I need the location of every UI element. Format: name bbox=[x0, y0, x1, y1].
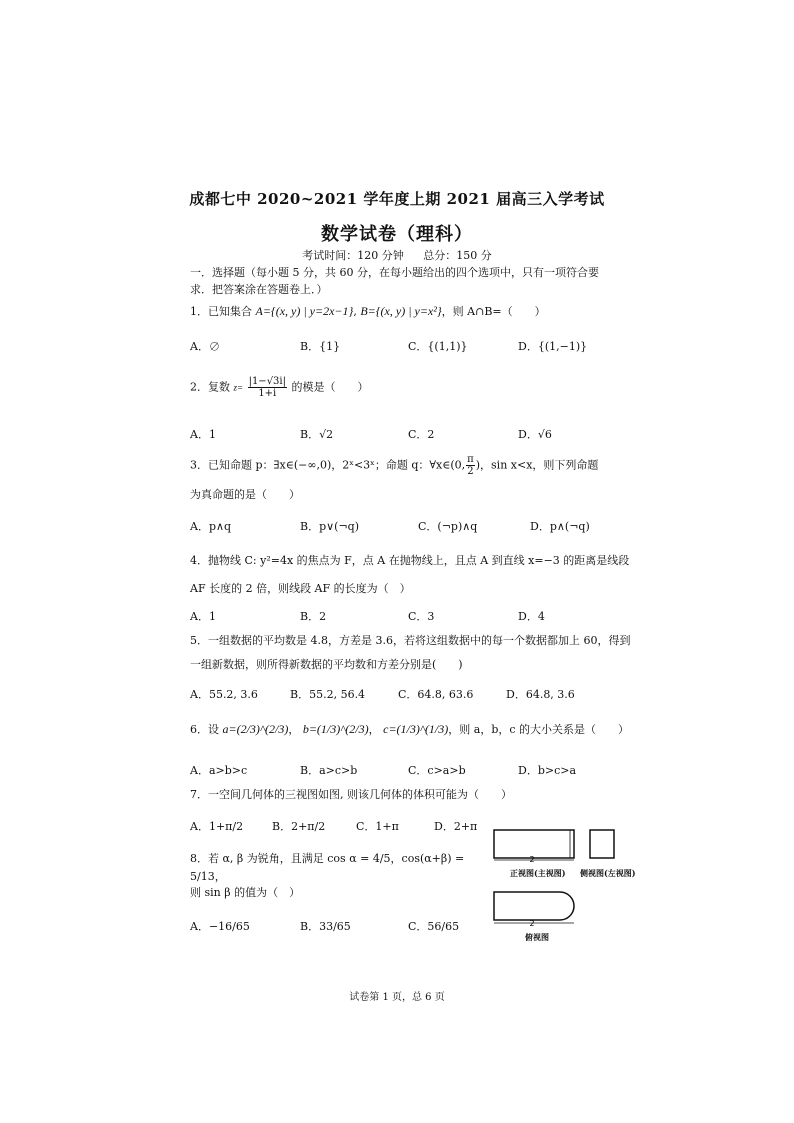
q3-option-d[interactable]: D．p∧(¬q) bbox=[530, 520, 590, 533]
q7-option-c[interactable]: C．1+π bbox=[356, 820, 399, 833]
q3-frac-num: π bbox=[467, 454, 474, 465]
side-view-shape bbox=[590, 830, 614, 858]
top-dim-label: 2 bbox=[529, 919, 535, 928]
q1-option-b[interactable]: B．{1} bbox=[300, 340, 341, 353]
q8-option-b[interactable]: B．33/65 bbox=[300, 920, 351, 933]
top-view-label: 俯视图 bbox=[525, 932, 549, 942]
q3-option-a[interactable]: A．p∧q bbox=[190, 520, 232, 533]
q7-option-a[interactable]: A．1+π/2 bbox=[190, 820, 244, 833]
q3-line1-b: )，sin x<x，则下列命题 bbox=[475, 458, 599, 472]
q8-stem-b: 则 sin β 的值为（ ） bbox=[190, 886, 301, 899]
q8-stem-a: 8．若 α, β 为锐角，且满足 cos α = 4/5，cos(α+β) = 5/13， bbox=[190, 852, 465, 883]
front-view-label: 正视图(主视图) bbox=[510, 868, 566, 878]
q1-stem-suffix: ，则 A∩B=（ ） bbox=[441, 305, 546, 318]
exam-title: 成都七中 2020~2021 学年度上期 2021 届高三入学考试 bbox=[189, 190, 605, 208]
q5-line1: 5．一组数据的平均数是 4.8，方差是 3.6，若将这组数据中的每一个数据都加上 60，得到 bbox=[190, 634, 631, 647]
q2-option-a[interactable]: A．1 bbox=[190, 428, 216, 441]
q1-set-a: A={(x, y) | y=2x−1} bbox=[255, 304, 354, 318]
exam-time: 考试时间：120 分钟 bbox=[302, 249, 404, 262]
q2-stem-suffix: 的模是（ ） bbox=[291, 380, 369, 394]
three-view-figure bbox=[490, 826, 630, 946]
q7-option-d[interactable]: D．2+π bbox=[434, 820, 478, 833]
q2-option-c[interactable]: C．2 bbox=[408, 428, 435, 441]
q7-stem: 7．一空间几何体的三视图如图, 则该几何体的体积可能为（ ） bbox=[190, 788, 512, 801]
q4-line1: 4．抛物线 C: y²=4x 的焦点为 F，点 A 在抛物线上，且点 A 到直线 x=−3 的距离是线段 bbox=[190, 554, 630, 567]
q6-option-d[interactable]: D．b>c>a bbox=[518, 764, 577, 777]
q4-line2: AF 长度的 2 倍，则线段 AF 的长度为（ ） bbox=[190, 582, 411, 595]
total-score: 总分：150 分 bbox=[423, 249, 492, 262]
exam-meta bbox=[0, 247, 794, 263]
front-view-shape bbox=[494, 830, 574, 858]
q5-option-d[interactable]: D．64.8, 3.6 bbox=[506, 688, 575, 701]
question-6: 6．设 a=(2/3)^(2/3)， b=(1/3)^(2/3)， c=(1/3)^(1/3)，则 a，b，c 的大小关系是（ ） bbox=[190, 722, 630, 736]
q5-option-a[interactable]: A．55.2, 3.6 bbox=[190, 688, 258, 701]
q6-value-c: c=(1/3)^(1/3) bbox=[383, 722, 449, 736]
q4-option-b[interactable]: B．2 bbox=[300, 610, 327, 623]
q3-line2: 为真命题的是（ ） bbox=[190, 488, 300, 501]
q3-option-b[interactable]: B．p∨(¬q) bbox=[300, 520, 360, 533]
q1-option-c[interactable]: C．{(1,1)} bbox=[408, 340, 468, 353]
q8-option-a[interactable]: A．−16/65 bbox=[190, 920, 250, 933]
q2-denominator: 1+i bbox=[258, 388, 277, 399]
side-view-label: 侧视图(左视图) bbox=[580, 868, 636, 878]
front-dim-label: 2 bbox=[529, 855, 535, 864]
q2-fraction bbox=[248, 376, 287, 399]
q1-set-b: B={(x, y) | y=x²} bbox=[360, 304, 442, 318]
q2-z-symbol: z= bbox=[233, 382, 244, 393]
q2-numerator: |1−√3i| bbox=[248, 376, 286, 387]
question-2 bbox=[190, 376, 640, 399]
q5-line2: 一组新数据，则所得新数据的平均数和方差分别是( ) bbox=[190, 658, 463, 671]
q6-option-b[interactable]: B．a>c>b bbox=[300, 764, 358, 777]
q6-suffix: ，则 a，b，c 的大小关系是（ ） bbox=[448, 723, 630, 736]
q3-frac-den: 2 bbox=[467, 466, 474, 477]
q3-option-c[interactable]: C．(¬p)∧q bbox=[418, 520, 478, 533]
q1-stem-prefix: 1．已知集合 bbox=[190, 305, 252, 318]
q6-value-b: b=(1/3)^(2/3) bbox=[302, 722, 369, 736]
q5-option-b[interactable]: B．55.2, 56.4 bbox=[290, 688, 366, 701]
page-footer: 试卷第 1 页，总 6 页 bbox=[349, 992, 445, 1003]
q6-value-a: a=(2/3)^(2/3) bbox=[222, 722, 289, 736]
q2-stem-prefix: 2．复数 bbox=[190, 380, 230, 394]
q8-option-c[interactable]: C．56/65 bbox=[408, 920, 460, 933]
q1-option-a[interactable]: A．∅ bbox=[190, 340, 220, 353]
q7-option-b[interactable]: B．2+π/2 bbox=[272, 820, 326, 833]
q5-option-c[interactable]: C．64.8, 63.6 bbox=[398, 688, 474, 701]
q4-option-d[interactable]: D．4 bbox=[518, 610, 545, 623]
section-instructions: 一．选择题（每小题 5 分，共 60 分，在每小题给出的四个选项中，只有一项符合要求．把答案涂在答题卷上．） bbox=[190, 266, 599, 296]
q3-fraction bbox=[466, 454, 475, 477]
q4-option-c[interactable]: C．3 bbox=[408, 610, 435, 623]
question-1: 1．已知集合 A={(x, y) | y=2x−1}, B={(x, y) | y=x²}，则 A∩B=（ ） bbox=[190, 304, 546, 318]
top-view-shape bbox=[494, 892, 574, 920]
q6-option-c[interactable]: C．c>a>b bbox=[408, 764, 466, 777]
question-3 bbox=[190, 454, 640, 477]
exam-subtitle: 数学试卷（理科） bbox=[321, 224, 473, 245]
q6-prefix: 6．设 bbox=[190, 723, 219, 736]
q2-option-b[interactable]: B．√2 bbox=[300, 428, 334, 441]
q6-option-a[interactable]: A．a>b>c bbox=[190, 764, 248, 777]
q1-option-d[interactable]: D．{(1,−1)} bbox=[518, 340, 588, 353]
q3-line1-a: 3．已知命题 p：∃x∈(−∞,0)，2ˣ<3ˣ；命题 q：∀x∈(0, bbox=[190, 458, 466, 472]
q2-option-d[interactable]: D．√6 bbox=[518, 428, 552, 441]
q4-option-a[interactable]: A．1 bbox=[190, 610, 216, 623]
